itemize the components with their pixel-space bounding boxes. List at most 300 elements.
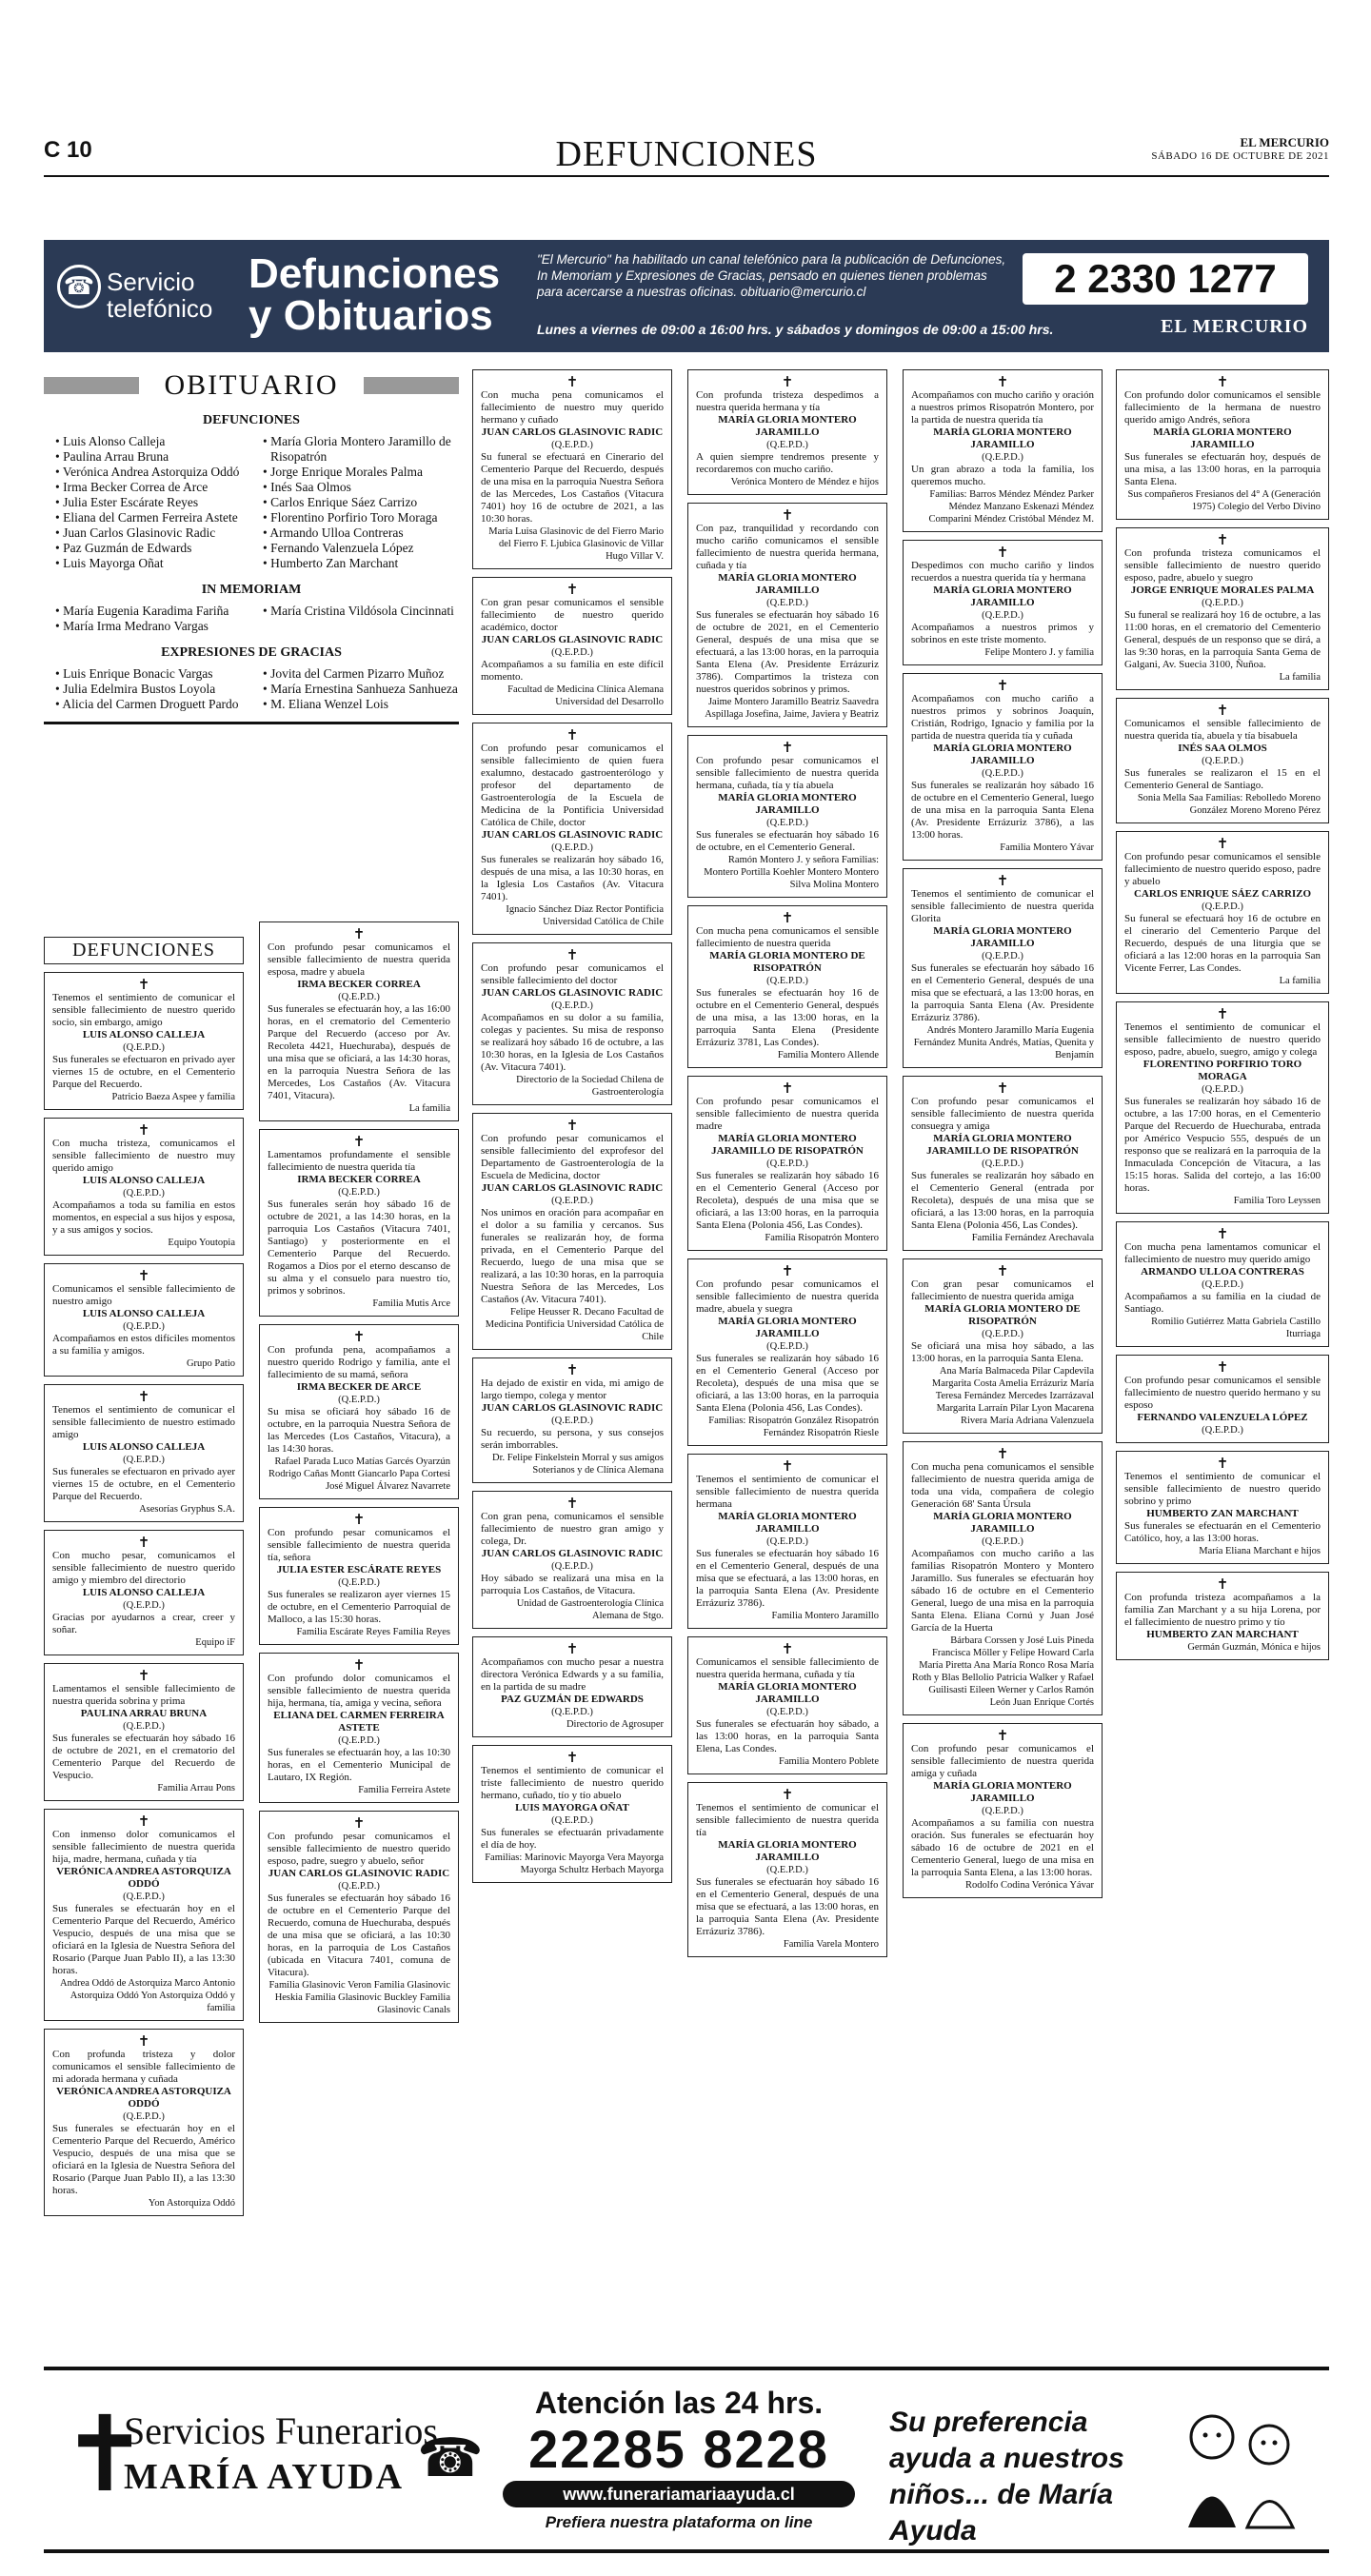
notice-body: Sus funerales se efectuarán hoy en el Cementerio Parque del Recuerdo, Américo Vespucio, después de una misa que se oficiará en la Iglesia de Nuestra Señora del Rosario (Parque Juan Pablo II), a las 13:30 horas. (52, 1903, 235, 1976)
deceased-name: ARMANDO ULLOA CONTRERAS (1141, 1266, 1304, 1278)
notice-body: Sus funerales se efectuaron en privado ayer viernes 15 de octubre, en el Cementerio Parque del Recuerdo. (52, 1054, 235, 1090)
death-notice (44, 1263, 244, 1377)
qepd-label: (Q.E.P.D.) (766, 818, 808, 828)
notice-intro: Tenemos el sentimiento de comunicar el sensible fallecimiento de nuestro estimado amigo (52, 1404, 235, 1440)
death-notice (472, 1491, 672, 1629)
index-defunciones-heading: DEFUNCIONES (203, 413, 300, 427)
cross-icon: ✝ (996, 375, 1009, 390)
index-memoriam-heading: IN MEMORIAM (201, 583, 302, 597)
notice-signature: Familia Varela Montero (783, 1939, 879, 1950)
death-notice (44, 1118, 244, 1256)
death-notice (44, 2029, 244, 2216)
death-notice (472, 369, 672, 569)
cross-icon: ✝ (781, 911, 794, 926)
notice-body: Acompañamos a su familia con nuestra oración. Sus funerales se efectuarán hoy sábado 16 de octubre de 2021 en el Cementerio General, luego de una misa en la parroquia Santa Elena, a las 13:00 horas. (911, 1817, 1094, 1878)
qepd-label: (Q.E.P.D.) (1202, 1425, 1243, 1436)
deceased-name: JUAN CARLOS GLASINOVIC RADIC (481, 634, 664, 645)
qepd-label: (Q.E.P.D.) (338, 1735, 380, 1746)
deceased-name: ELIANA DEL CARMEN FERREIRA ASTETE (273, 1710, 445, 1734)
ad-attention: Atención las 24 hrs. (534, 2386, 824, 2420)
notice-intro: Con profundo pesar comunicamos el sensible fallecimiento de quien fuera exalumno, destacado gastroenterólogo y profesor del departamento de Gastroenterología de la Escuela de Medicina de la Pontificia Universidad Católica de Chile, doctor (481, 743, 664, 828)
notice-intro: Con mucha pena lamentamos comunicar el fallecimiento de nuestro muy querido amigo (1124, 1241, 1321, 1265)
deceased-name: IRMA BECKER CORREA (297, 1174, 421, 1185)
header-bar-right (364, 377, 459, 394)
notice-signature: Grupo Patio (186, 1358, 235, 1369)
qepd-label: (Q.E.P.D.) (766, 1707, 808, 1717)
qepd-label: (Q.E.P.D.) (766, 976, 808, 986)
notice-body: Sus funerales se efectuarán hoy sábado 16 en el Cementerio General, después de una misa que se efectuará, a las 13:00 horas, en la parroquia Santa Elena (Av. Presidente Errázuriz 3786). (696, 1876, 879, 1937)
death-notice (1116, 369, 1329, 520)
notice-body: Sus funerales se realizarán hoy sábado 16 de octubre, a las 17:00 horas, en el Cementerio Parque del Recuerdo de Huechuraba, entrada por Américo Vespucio 555, después de un responso que se realizará en la parroquia de la Inmaculada Concepción de Vitacura, a las 15:15 horas. Salida del cortejo, a las 16:00 horas. (1124, 1096, 1321, 1194)
notice-body: Hoy sábado se realizará una misa en la parroquia Los Castaños, de Vitacura. (481, 1573, 664, 1596)
deceased-name: JUAN CARLOS GLASINOVIC RADIC (481, 1548, 664, 1559)
notice-body: A quien siempre tendremos presente y recordaremos con mucho cariño. (696, 451, 879, 475)
section-title: DEFUNCIONES (555, 134, 818, 174)
notice-intro: Con gran pesar comunicamos el sensible fallecimiento de nuestro querido académico, doctor (481, 597, 664, 633)
deceased-name: PAZ GUZMÁN DE EDWARDS (501, 1694, 644, 1705)
index-list-right (251, 434, 459, 571)
notice-body: Sus funerales se efectuarán hoy en el Cementerio Parque del Recuerdo, Américo Vespucio, después de una misa que se oficiará en la Iglesia de Nuestra Señora del Rosario (Parque Juan Pablo II), a las 13:30 horas. (52, 2123, 235, 2196)
notice-body: Su misa se oficiará hoy sábado 16 de octubre, en la parroquia Nuestra Señora de las Mercedes (Los Castaños, Vitacura), a las 14:30 horas. (268, 1406, 450, 1455)
cross-icon: ✝ (137, 1269, 150, 1284)
qepd-label: (Q.E.P.D.) (766, 440, 808, 450)
death-notice (903, 1441, 1103, 1715)
index-entry: • Florentino Porfirio Toro Moraga (263, 510, 459, 525)
qepd-label: (Q.E.P.D.) (123, 1321, 165, 1332)
qepd-label: (Q.E.P.D.) (982, 768, 1023, 779)
deceased-name: LUIS ALONSO CALLEJA (82, 1029, 206, 1040)
notice-signature: Ana María Balmaceda Pilar Capdevila Margarita Costa Amelia Errázuriz María Teresa Fernández Mercedes Izarrázaval Margarita Larraín Pilar Lyon Macarena Rivera María Adriana Valenzuela (931, 1366, 1094, 1426)
notice-body: Sus funerales se efectuarán hoy sábado 16 de octubre en el Cementerio Parque del Recuerdo, comuna de Huechuraba, después de una misa que se oficiará, a las 10:30 horas, en la parroquia de Los Castaños (ubicada en Vitacura 7401, comuna de Vitacura). (268, 1892, 450, 1978)
death-notice (1116, 1001, 1329, 1214)
notice-body: Sus funerales se efectuarán hoy sábado 16 de octubre de 2021, en el crematorio del Cementerio Parque del Recuerdo de Vespucio. (52, 1733, 235, 1781)
deceased-name: JUAN CARLOS GLASINOVIC RADIC (481, 426, 664, 438)
notice-body: Sus funerales se realizarán hoy sábado 16 en el Cementerio General (Acceso por Recoleta), después de una misa que se oficiará, a las 13:00 horas, en la parroquia Santa Elena (Polonia 456, Las Condes). (696, 1170, 879, 1231)
qepd-label: (Q.E.P.D.) (551, 1001, 593, 1011)
notice-body: Gracias por ayudarnos a crear, creer y soñar. (52, 1612, 235, 1635)
notice-intro: Comunicamos el sensible fallecimiento de nuestra querida tía, abuela y tía bisabuela (1124, 718, 1321, 742)
ad-name-line1: Servicios Funerarios (124, 2409, 438, 2452)
notice-intro: Con profundo pesar comunicamos el sensible fallecimiento de nuestra querida tía, señora (268, 1527, 450, 1563)
notice-signature: Familia Ferreira Astete (358, 1785, 450, 1795)
notices-column-6 (1116, 369, 1329, 1668)
page-header (44, 133, 1329, 174)
deceased-name: FLORENTINO PORFIRIO TORO MORAGA (1142, 1059, 1302, 1082)
deceased-name: JORGE ENRIQUE MORALES PALMA (1130, 585, 1315, 596)
cross-icon: ✝ (352, 1816, 366, 1832)
notice-intro: Despedimos con mucho cariño y lindos recuerdos a nuestra querida tía y hermana (911, 560, 1094, 584)
deceased-name: VERÓNICA ANDREA ASTORQUIZA ODDÓ (56, 1866, 231, 1890)
notice-signature: La familia (1279, 672, 1321, 683)
index-entry: • Inés Saa Olmos (263, 480, 459, 495)
cross-icon: ✝ (352, 1513, 366, 1528)
cross-icon: ✝ (781, 1459, 794, 1475)
notice-intro: Con profunda tristeza comunicamos el sensible fallecimiento de nuestro querido esposo, padre, abuelo y suegro (1124, 547, 1321, 584)
death-notice (259, 1324, 459, 1499)
notice-signature: Facultad de Medicina Clínica Alemana Universidad del Desarrollo (507, 684, 664, 707)
deceased-name: MARÍA GLORIA MONTERO JARAMILLO (718, 1681, 857, 1705)
cross-icon: ✝ (352, 1135, 366, 1150)
qepd-label: (Q.E.P.D.) (551, 1815, 593, 1826)
notice-body: Sus funerales serán hoy sábado 16 de octubre de 2021, a las 14:30 horas, en la parroquia Los Castaños (Vitacura 7401, Santiago) y posteriormente en el Cementerio Parque del Recuerdo. Rogamos a Dios por el eterno descanso de su alma y el consuelo para nuestro tío, primos y sobrinos. (268, 1199, 450, 1297)
qepd-label: (Q.E.P.D.) (766, 598, 808, 608)
index-entry: • María Irma Medrano Vargas (55, 619, 251, 634)
cross-icon: ✝ (61, 2397, 149, 2513)
notice-signature: María Luisa Glasinovic de del Fierro Mario del Fierro F. Ljubica Glasinovic de Villar Hugo Villar V. (488, 526, 664, 562)
deceased-name: PAULINA ARRAU BRUNA (80, 1708, 208, 1719)
index-entry: • María Ernestina Sanhueza Sanhueza (263, 682, 459, 697)
qepd-label: (Q.E.P.D.) (766, 1159, 808, 1169)
death-notice (44, 1809, 244, 2021)
qepd-label: (Q.E.P.D.) (1202, 1084, 1243, 1095)
notice-intro: Con profundo pesar comunicamos el sensible fallecimiento de nuestro querido esposo, padre, suegro y abuelo, señor (268, 1831, 450, 1867)
notice-signature: Familias: Marinovic Mayorga Vera Mayorga Mayorga Schultz Herbach Mayorga (485, 1853, 664, 1875)
deceased-name: JUAN CARLOS GLASINOVIC RADIC (481, 829, 664, 841)
death-notice (1116, 1221, 1329, 1347)
notice-body: Sus funerales se efectuarán hoy 16 de octubre en el Cementerio General, después de una misa, a las 13:00 horas, en la parroquia Santa Elena (Presidente Errázuriz 3781, Las Condes). (696, 987, 879, 1048)
cross-icon: ✝ (781, 1788, 794, 1803)
cross-icon: ✝ (996, 1729, 1009, 1744)
cross-icon: ✝ (137, 978, 150, 993)
deceased-name: LUIS MAYORGA OÑAT (515, 1802, 629, 1813)
cross-icon: ✝ (1216, 375, 1229, 390)
notice-signature: Familia Glasinovic Veron Familia Glasinovic Heskia Familia Glasinovic Buckley Familia Glasinovic Canals (268, 1980, 450, 2015)
cross-icon: ✝ (137, 1669, 150, 1684)
ad-url[interactable]: www.funerariamariaayuda.cl (503, 2481, 855, 2507)
deceased-name: MARÍA GLORIA MONTERO JARAMILLO (1153, 426, 1292, 450)
notice-signature: Germán Guzmán, Mónica e hijos (1187, 1642, 1321, 1653)
notice-intro: Con profundo pesar comunicamos el sensible fallecimiento de nuestra querida madre, abuela y suegra (696, 1278, 879, 1315)
death-notice (472, 942, 672, 1105)
notices-column-4 (687, 369, 887, 1965)
death-notice (903, 1076, 1103, 1251)
cross-icon: ✝ (352, 1658, 366, 1674)
notice-signature: Yon Astorquiza Oddó (148, 2198, 235, 2209)
cross-icon: ✝ (566, 728, 579, 743)
qepd-label: (Q.E.P.D.) (982, 452, 1023, 463)
notice-intro: Tenemos el sentimiento de comunicar el sensible fallecimiento de nuestra querida hermana (696, 1474, 879, 1510)
cross-icon: ✝ (566, 948, 579, 963)
notice-signature: María Eliana Marchant e hijos (1199, 1546, 1321, 1556)
deceased-name: JUAN CARLOS GLASINOVIC RADIC (481, 1182, 664, 1194)
qepd-label: (Q.E.P.D.) (1202, 1279, 1243, 1290)
cross-icon: ✝ (781, 1642, 794, 1657)
deceased-name: IRMA BECKER DE ARCE (296, 1381, 422, 1393)
publication-date: SÁBADO 16 DE OCTUBRE DE 2021 (1151, 150, 1329, 162)
phone-icon: ☎ (57, 265, 101, 308)
death-notice (472, 1113, 672, 1350)
death-notice (1116, 1572, 1329, 1660)
cross-icon: ✝ (566, 1363, 579, 1378)
service-label: Servicio telefónico (107, 268, 213, 323)
banner-phone: 2 2330 1277 (1023, 253, 1308, 305)
deceased-name: MARÍA GLORIA MONTERO JARAMILLO DE RISOPATRÓN (926, 1133, 1079, 1157)
index-entry: • María Gloria Montero Jaramillo de Risopatrón (263, 434, 459, 465)
qepd-label: (Q.E.P.D.) (551, 440, 593, 450)
banner-brand: EL MERCURIO (1161, 316, 1308, 337)
notice-signature: Familias: Risopatrón González Risopatrón Fernández Risopatrón Riesle (708, 1416, 879, 1438)
cross-icon: ✝ (781, 741, 794, 756)
deceased-name: JUAN CARLOS GLASINOVIC RADIC (481, 1402, 664, 1414)
index-list-left (44, 434, 251, 571)
cross-icon: ✝ (566, 583, 579, 598)
notice-intro: Tenemos el sentimiento de comunicar el triste fallecimiento de nuestro querido hermano, cuñado, tío y tío abuelo (481, 1765, 664, 1801)
notice-body: Sus funerales se efectuarán en el Cementerio Católico, hoy, a las 13:00 horas. (1124, 1520, 1321, 1544)
deceased-name: LUIS ALONSO CALLEJA (82, 1308, 206, 1319)
notice-intro: Con gran pesar comunicamos el fallecimiento de nuestra querida amiga (911, 1278, 1094, 1302)
index-entry: • Irma Becker Correa de Arce (55, 480, 251, 495)
notice-signature: Ignacio Sánchez Díaz Rector Pontificia Universidad Católica de Chile (506, 904, 664, 927)
index-entry: • Jovita del Carmen Pizarro Muñoz (263, 666, 459, 682)
obituary-title: OBITUARIO (164, 369, 339, 401)
death-notice (903, 1258, 1103, 1434)
death-notice (687, 503, 887, 727)
notice-intro: Con inmenso dolor comunicamos el sensible fallecimiento de nuestra querida hija, madre, hermana, cuñada y tía (52, 1829, 235, 1865)
index-entry: • Luis Mayorga Oñat (55, 556, 251, 571)
notice-body: Nos unimos en oración para acompañar en el dolor a su familia y cercanos. Sus funerales se realizarán hoy, de forma privada, en el Cementerio Parque del Recuerdo, luego de una misa que se realizará, a las 10:30 horas, en la parroquia Nuestra Señora de las Mercedes, Los Castaños (Av. Vitacura 7401). (481, 1207, 664, 1305)
qepd-label: (Q.E.P.D.) (982, 951, 1023, 961)
death-notice (472, 1357, 672, 1483)
deceased-name: MARÍA GLORIA MONTERO JARAMILLO DE RISOPATRÓN (711, 1133, 864, 1157)
notice-signature: Familia Montero Yávar (1000, 842, 1094, 853)
notice-intro: Tenemos el sentimiento de comunicar el sensible fallecimiento de nuestra querida Glorita (911, 888, 1094, 924)
deceased-name: MARÍA GLORIA MONTERO JARAMILLO (933, 426, 1072, 450)
index-entry: • Julia Ester Escárate Reyes (55, 495, 251, 510)
death-notice (259, 1653, 459, 1803)
deceased-name: MARÍA GLORIA MONTERO JARAMILLO (718, 414, 857, 438)
cross-icon: ✝ (137, 2034, 150, 2050)
qepd-label: (Q.E.P.D.) (982, 1159, 1023, 1169)
notice-signature: Familia Toro Leyssen (1233, 1196, 1321, 1206)
cross-icon: ✝ (1216, 1007, 1229, 1022)
notice-signature: Sonia Mella Saa Familias: Rebolledo Moreno González Moreno Moreno Pérez (1137, 793, 1321, 816)
notice-signature: Felipe Heusser R. Decano Facultad de Medicina Pontificia Universidad Católica de Chile (485, 1307, 664, 1342)
notice-body: Sus funerales se efectuaron en privado ayer viernes 15 de octubre, en el Cementerio Parque del Recuerdo. (52, 1466, 235, 1502)
notice-body: Su funeral se efectuará en Cinerario del Cementerio Parque del Recuerdo, después de una misa en la parroquia Nuestra Señora de las Mercedes, Los Castaños (Vitacura 7401) hoy 16 de octubre de 2021, a las 10:30 horas. (481, 451, 664, 525)
notice-body: Sus funerales se realizarán hoy sábado 16 de octubre en el Cementerio General, luego de una misa en la parroquia Santa Elena (Av. Presidente Errázuriz 3786), a las 13:00 horas. (911, 780, 1094, 841)
notice-signature: Familia Escárate Reyes Familia Reyes (296, 1627, 450, 1637)
cross-icon: ✝ (996, 1264, 1009, 1279)
notice-signature: Felipe Montero J. y familia (984, 647, 1094, 658)
death-notice (687, 1454, 887, 1629)
notice-body: Acompañamos en su dolor a su familia, colegas y pacientes. Su misa de responso se realizará hoy sábado 16 de octubre, a las 10:30 horas, en la Iglesia de Los Castaños (Av. Vitacura 7401). (481, 1012, 664, 1073)
header-rule (44, 175, 1329, 177)
qepd-label: (Q.E.P.D.) (1202, 598, 1243, 608)
deceased-name: MARÍA GLORIA MONTERO JARAMILLO (933, 1780, 1072, 1804)
cross-icon: ✝ (352, 927, 366, 942)
notice-body: Acompañamos a toda su familia en estos momentos, en especial a sus hijos y esposa, y a sus amigos y socios. (52, 1199, 235, 1236)
notice-intro: Tenemos el sentimiento de comunicar el sensible fallecimiento de nuestra querida tía (696, 1802, 879, 1838)
qepd-label: (Q.E.P.D.) (123, 1455, 165, 1465)
death-notice (44, 972, 244, 1110)
deceased-name: MARÍA GLORIA MONTERO DE RISOPATRÓN (709, 950, 865, 974)
cross-icon: ✝ (137, 1390, 150, 1405)
deceased-name: MARÍA GLORIA MONTERO JARAMILLO (933, 925, 1072, 949)
deceased-name: JUAN CARLOS GLASINOVIC RADIC (268, 1868, 450, 1879)
death-notice (472, 1745, 672, 1883)
death-notice (687, 369, 887, 495)
index-entry: • Fernando Valenzuela López (263, 541, 459, 556)
ad-name-line2: MARÍA AYUDA (124, 2457, 405, 2497)
notice-body: Acompañamos en estos difíciles momentos a su familia y amigos. (52, 1333, 235, 1357)
notice-intro: Lamentamos el sensible fallecimiento de nuestra querida sobrina y prima (52, 1683, 235, 1707)
qepd-label: (Q.E.P.D.) (551, 1416, 593, 1426)
notice-body: Sus funerales se efectuarán hoy sábado, a las 13:00 horas, en la parroquia Santa Elena, Las Condes. (696, 1718, 879, 1754)
deceased-name: HUMBERTO ZAN MARCHANT (1146, 1508, 1299, 1519)
cross-icon: ✝ (566, 1119, 579, 1134)
death-notice (903, 1723, 1103, 1898)
deceased-name: JUAN CARLOS GLASINOVIC RADIC (481, 987, 664, 999)
death-notice (259, 1811, 459, 2023)
banner-message: "El Mercurio" ha habilitado un canal telefónico para la publicación de Defunciones, In Memoriam y Expresiones de Gracias, pensado en quienes tienen problemas para acercarse a nuestras oficinas. obituario@mercurio.cl (537, 252, 1006, 299)
qepd-label: (Q.E.P.D.) (551, 1561, 593, 1572)
index-entry: • Paz Guzmán de Edwards (55, 541, 251, 556)
deceased-name: LUIS ALONSO CALLEJA (82, 1175, 206, 1186)
deceased-name: MARÍA GLORIA MONTERO JARAMILLO (718, 1316, 857, 1339)
death-notice (472, 1636, 672, 1737)
notice-intro: Con gran pena, comunicamos el sensible fallecimiento de nuestro gran amigo y colega, Dr. (481, 1511, 664, 1547)
cross-icon: ✝ (996, 545, 1009, 561)
qepd-label: (Q.E.P.D.) (551, 1707, 593, 1717)
notice-intro: Tenemos el sentimiento de comunicar el sensible fallecimiento de nuestro querido esposo, padre, abuelo, suegro, amigo y colega (1124, 1021, 1321, 1058)
qepd-label: (Q.E.P.D.) (551, 842, 593, 853)
cross-icon: ✝ (1216, 703, 1229, 719)
cross-icon: ✝ (1216, 1456, 1229, 1472)
cross-icon: ✝ (352, 1330, 366, 1345)
cross-icon: ✝ (781, 375, 794, 390)
obituary-header (44, 369, 459, 402)
index-entry: • M. Eliana Wenzel Lois (263, 697, 459, 712)
notice-intro: Con profundo pesar comunicamos el sensible fallecimiento de nuestra querida esposa, madre y abuela (268, 941, 450, 978)
notice-signature: Rodolfo Codina Verónica Yávar (964, 1880, 1094, 1891)
qepd-label: (Q.E.P.D.) (338, 1395, 380, 1405)
death-notice (1116, 698, 1329, 823)
banner-hours: Lunes a viernes de 09:00 a 16:00 hrs. y sábados y domingos de 09:00 a 15:00 hrs. (537, 322, 1054, 337)
notice-signature: Familia Montero Jaramillo (771, 1611, 879, 1621)
qepd-label: (Q.E.P.D.) (338, 1187, 380, 1198)
notice-intro: Con mucho pesar, comunicamos el sensible fallecimiento de nuestro querido amigo y miembro del directorio (52, 1550, 235, 1586)
notice-body: Acompañamos a su familia en este difícil momento. (481, 659, 664, 683)
notice-signature: Equipo iF (195, 1637, 235, 1648)
notice-signature: Familia Risopatrón Montero (765, 1233, 879, 1243)
cross-icon: ✝ (1216, 1360, 1229, 1376)
death-notice (44, 1663, 244, 1801)
notice-body: Sus funerales se realizarán hoy sábado 16, después de una misa, a las 10:30 horas, en la Iglesia Los Castaños (Av. Vitacura 7401). (481, 854, 664, 902)
notice-signature: Familia Fernández Arechavala (971, 1233, 1094, 1243)
death-notice (687, 1636, 887, 1774)
notice-body: Su funeral se efectuará hoy 16 de octubre en el cinerario del Cementerio Parque del Recuerdo, después de una liturgia que se oficiará a las 12:00 horas en la parroquia San Vicente Ferrer, Las Condes. (1124, 913, 1321, 974)
notice-body: Se oficiará una misa hoy sábado, a las 13:00 horas, en la parroquia Santa Elena. (911, 1340, 1094, 1364)
notice-intro: Con mucha tristeza, comunicamos el sensible fallecimiento de nuestro muy querido amigo (52, 1138, 235, 1174)
cross-icon: ✝ (566, 1642, 579, 1657)
notice-body: Su funeral se realizará hoy 16 de octubre, a las 11:00 horas, en el crematorio del Cementerio General, después de un responso que se dirá, a las 9:30 horas, en la parroquia Santa Gema de Galgani, Av. Suecia 3100, Ñuñoa. (1124, 609, 1321, 670)
deceased-name: MARÍA GLORIA MONTERO JARAMILLO (718, 792, 857, 816)
qepd-label: (Q.E.P.D.) (123, 2111, 165, 2122)
banner-title: Defunciones y Obituarios (248, 250, 501, 339)
notice-body: Acompañamos a nuestros primos y sobrinos en este triste momento. (911, 622, 1094, 645)
cross-icon: ✝ (781, 1081, 794, 1097)
qepd-label: (Q.E.P.D.) (982, 1536, 1023, 1547)
qepd-label: (Q.E.P.D.) (982, 1806, 1023, 1816)
index-list-left (44, 666, 251, 712)
notices-column-3 (472, 369, 672, 1891)
notice-intro: Acompañamos con mucho cariño y oración a nuestros primos Risopatrón Montero, por la partida de nuestra querida tía (911, 389, 1094, 426)
notice-signature: La familia (408, 1103, 450, 1114)
qepd-label: (Q.E.P.D.) (123, 1892, 165, 1902)
notice-signature: Asesorías Gryphus S.A. (139, 1504, 235, 1515)
qepd-label: (Q.E.P.D.) (766, 1536, 808, 1547)
notice-signature: La familia (1279, 976, 1321, 986)
death-notice (687, 735, 887, 898)
notice-body: Sus funerales se efectuarán hoy, a las 16:00 horas, en el crematorio del Cementerio Parque del Recuerdo (acceso por Av. Recoleta 4421, Huechuraba), después de una misa que se oficiará, a las 14:30 horas, en la parroquia Nuestra Señora de las Mercedes, Los Castaños (Av. Vitacura 7401, Vitacura). (268, 1003, 450, 1101)
index-entry: • Alicia del Carmen Droguett Pardo (55, 697, 251, 712)
notice-body: Sus funerales se realizaron ayer viernes 15 de octubre, en el Cementerio Parroquial de Malloco, a las 15:30 horas. (268, 1589, 450, 1625)
notice-intro: Lamentamos profundamente el sensible fallecimiento de nuestra querida tía (268, 1149, 450, 1173)
notice-intro: Con profundo pesar comunicamos el sensible fallecimiento del exprofesor del Departamento de Gastroenterología de la Escuela de Medicina, doctor (481, 1133, 664, 1181)
notice-intro: Con profundo pesar comunicamos el sensible fallecimiento de nuestro querido esposo, padre y abuelo (1124, 851, 1321, 887)
notice-signature: Andrea Oddó de Astorquiza Marco Antonio Astorquiza Oddó Yon Astorquiza Oddó y familia (59, 1978, 235, 2013)
qepd-label: (Q.E.P.D.) (982, 610, 1023, 621)
notice-body: Sus funerales se efectuarán hoy, después de una misa, a las 13:00 horas, en la parroquia Santa Elena. (1124, 451, 1321, 487)
defunciones-subhead: DEFUNCIONES (44, 937, 244, 964)
qepd-label: (Q.E.P.D.) (338, 1881, 380, 1892)
notice-intro: Con profunda tristeza y dolor comunicamos el sensible fallecimiento de mi adorada hermana y cuñada (52, 2049, 235, 2085)
notice-signature: Familia Montero Allende (777, 1050, 879, 1060)
page-number: C 10 (44, 137, 92, 163)
notices-column-2 (259, 921, 459, 2031)
notice-signature: Familias: Barros Méndez Méndez Parker Méndez Manzano Eskenazi Méndez Comparini Méndez Cristóbal Méndez M. (928, 489, 1094, 525)
index-gracias (44, 666, 459, 712)
deceased-name: LUIS ALONSO CALLEJA (82, 1587, 206, 1598)
notice-body: Sus funerales se efectuarán hoy sábado 16 en el Cementerio General, después de una misa que se efectuará, a las 13:00 horas, en la parroquia Santa Elena (Av. Presidente Errázuriz 3786). (911, 962, 1094, 1023)
notice-body: Sus funerales se realizarán hoy sábado en el Cementerio General (entrada por Recoleta), después de una misa que se oficiará, a las 13:00 horas, en la parroquia Santa Elena (Polonia 456, Las Condes). (911, 1170, 1094, 1231)
deceased-name: MARÍA GLORIA MONTERO DE RISOPATRÓN (924, 1303, 1081, 1327)
notice-intro: Con profundo dolor comunicamos el sensible fallecimiento de nuestra querida hija, hermana, tía, amiga y vecina, señora (268, 1673, 450, 1709)
notice-intro: Ha dejado de existir en vida, mi amigo de largo tiempo, colega y mentor (481, 1377, 664, 1401)
obituary-index-column (44, 369, 459, 724)
index-entry: • Humberto Zan Marchant (263, 556, 459, 571)
index-entry: • María Cristina Vildósola Cincinnati (263, 604, 459, 619)
index-gracias-heading: EXPRESIONES DE GRACIAS (161, 645, 342, 660)
cross-icon: ✝ (137, 1814, 150, 1830)
cross-icon: ✝ (996, 679, 1009, 694)
notice-intro: Con profundo pesar comunicamos el sensible fallecimiento del doctor (481, 962, 664, 986)
cross-icon: ✝ (1216, 1577, 1229, 1593)
notice-body: Un gran abrazo a toda la familia, los queremos mucho. (911, 464, 1094, 487)
qepd-label: (Q.E.P.D.) (982, 1329, 1023, 1339)
notice-signature: Verónica Montero de Méndez e hijos (730, 477, 879, 487)
notice-body: Sus funerales se realizarán hoy sábado 16 en el Cementerio General (Acceso por Recoleta), después de una misa que se oficiará, a las 13:00 horas, en la parroquia Santa Elena (Polonia 456, Las Condes). (696, 1353, 879, 1414)
index-defunciones (44, 434, 459, 571)
phone-service-banner (44, 240, 1329, 352)
death-notice (44, 1530, 244, 1655)
deceased-name: MARÍA GLORIA MONTERO JARAMILLO (933, 743, 1072, 766)
index-list-right (251, 604, 459, 634)
death-notice (687, 1782, 887, 1957)
index-entry: • Carlos Enrique Sáez Carrizo (263, 495, 459, 510)
notice-signature: Familia Arrau Pons (157, 1783, 235, 1793)
notice-intro: Con mucha pena comunicamos el sensible fallecimiento de nuestra querida (696, 925, 879, 949)
cross-icon: ✝ (137, 1123, 150, 1139)
death-notice (1116, 1451, 1329, 1564)
cross-icon: ✝ (137, 1536, 150, 1551)
death-notice (472, 723, 672, 935)
cross-icon: ✝ (1216, 837, 1229, 852)
notice-signature: Bárbara Corssen y José Luis Pineda Francisca Möller y Felipe Howard Carla María Piretta Ana María Ronco Rosa María Roth y Blas Bellolio Patricia Walker y Rafael Guilisasti Eileen Werner y Carlos Ramón León Juan Enrique Cortés (911, 1635, 1094, 1708)
notice-intro: Acompañamos con mucho cariño a nuestros primos y sobrinos Joaquín, Cristián, Rodrigo, Ignacio y familia por la partida de nuestra querida tía y cuñada (911, 693, 1094, 742)
cross-icon: ✝ (996, 874, 1009, 889)
ad-prefer: Prefiera nuestra plataforma on line (545, 2513, 813, 2531)
